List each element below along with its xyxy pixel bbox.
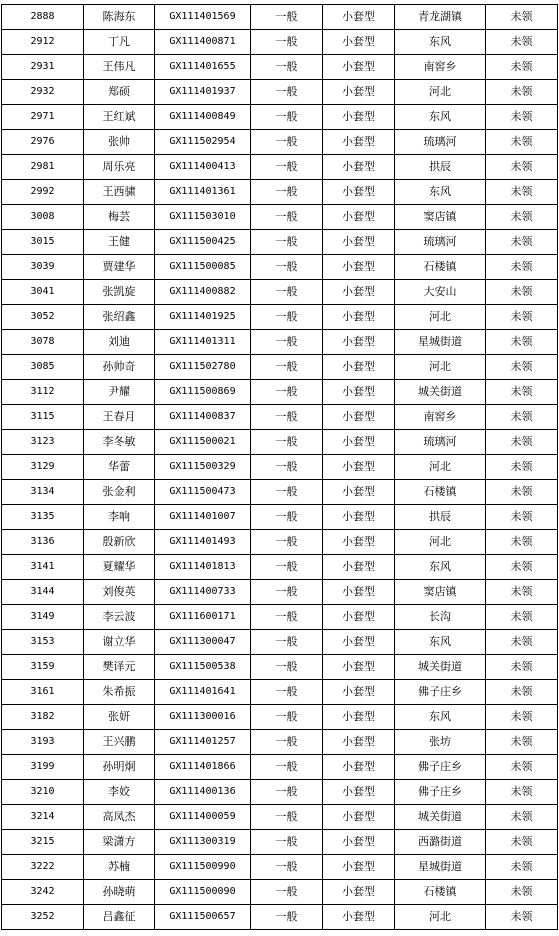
cell-name: 李云波 bbox=[84, 605, 155, 630]
cell-housing-type: 小套型 bbox=[323, 55, 395, 80]
cell-name: 张妍 bbox=[84, 705, 155, 730]
cell-id: 2932 bbox=[2, 80, 84, 105]
table-row bbox=[2, 5, 558, 30]
table-row bbox=[2, 855, 558, 880]
cell-level: 一般 bbox=[251, 880, 323, 905]
cell-status: 未领 bbox=[486, 680, 558, 705]
cell-status: 未领 bbox=[486, 480, 558, 505]
table-row bbox=[2, 280, 558, 305]
cell-level: 一般 bbox=[251, 905, 323, 930]
cell-id: 3129 bbox=[2, 455, 84, 480]
cell-code: GX111401257 bbox=[155, 730, 251, 755]
cell-area: 西潞街道 bbox=[395, 830, 486, 855]
cell-area: 河北 bbox=[395, 905, 486, 930]
cell-code: GX111502780 bbox=[155, 355, 251, 380]
cell-housing-type: 小套型 bbox=[323, 630, 395, 655]
cell-housing-type: 小套型 bbox=[323, 255, 395, 280]
table-row bbox=[2, 130, 558, 155]
cell-id: 3115 bbox=[2, 405, 84, 430]
cell-housing-type: 小套型 bbox=[323, 880, 395, 905]
table-row bbox=[2, 430, 558, 455]
cell-housing-type: 小套型 bbox=[323, 155, 395, 180]
cell-level: 一般 bbox=[251, 430, 323, 455]
cell-name: 李姣 bbox=[84, 780, 155, 805]
cell-housing-type: 小套型 bbox=[323, 855, 395, 880]
cell-area: 长沟 bbox=[395, 605, 486, 630]
cell-level: 一般 bbox=[251, 655, 323, 680]
table-row bbox=[2, 380, 558, 405]
cell-area: 河北 bbox=[395, 455, 486, 480]
cell-name: 张凯旋 bbox=[84, 280, 155, 305]
cell-status: 未领 bbox=[486, 730, 558, 755]
cell-level: 一般 bbox=[251, 780, 323, 805]
cell-name: 张帅 bbox=[84, 130, 155, 155]
cell-housing-type: 小套型 bbox=[323, 105, 395, 130]
cell-level: 一般 bbox=[251, 630, 323, 655]
cell-name: 朱希振 bbox=[84, 680, 155, 705]
cell-level: 一般 bbox=[251, 480, 323, 505]
cell-area: 星城街道 bbox=[395, 330, 486, 355]
cell-code: GX111500657 bbox=[155, 905, 251, 930]
cell-status: 未领 bbox=[486, 180, 558, 205]
cell-name: 殷新欣 bbox=[84, 530, 155, 555]
cell-housing-type: 小套型 bbox=[323, 230, 395, 255]
cell-status: 未领 bbox=[486, 130, 558, 155]
cell-housing-type: 小套型 bbox=[323, 180, 395, 205]
cell-status: 未领 bbox=[486, 805, 558, 830]
cell-code: GX111401655 bbox=[155, 55, 251, 80]
cell-code: GX111401866 bbox=[155, 755, 251, 780]
cell-area: 石楼镇 bbox=[395, 255, 486, 280]
cell-level: 一般 bbox=[251, 205, 323, 230]
cell-area: 城关街道 bbox=[395, 655, 486, 680]
table-row bbox=[2, 655, 558, 680]
cell-area: 南窖乡 bbox=[395, 55, 486, 80]
table-row bbox=[2, 830, 558, 855]
cell-housing-type: 小套型 bbox=[323, 355, 395, 380]
cell-code: GX111300016 bbox=[155, 705, 251, 730]
cell-level: 一般 bbox=[251, 405, 323, 430]
cell-name: 王春月 bbox=[84, 405, 155, 430]
table-row bbox=[2, 880, 558, 905]
cell-code: GX111300319 bbox=[155, 830, 251, 855]
cell-id: 3153 bbox=[2, 630, 84, 655]
cell-code: GX111401569 bbox=[155, 5, 251, 30]
cell-area: 星城街道 bbox=[395, 855, 486, 880]
cell-code: GX111600171 bbox=[155, 605, 251, 630]
cell-id: 3149 bbox=[2, 605, 84, 630]
cell-id: 3039 bbox=[2, 255, 84, 280]
cell-name: 孙晓萌 bbox=[84, 880, 155, 905]
cell-housing-type: 小套型 bbox=[323, 305, 395, 330]
cell-status: 未领 bbox=[486, 205, 558, 230]
cell-code: GX111400837 bbox=[155, 405, 251, 430]
cell-name: 刘迪 bbox=[84, 330, 155, 355]
cell-area: 河北 bbox=[395, 355, 486, 380]
cell-name: 李响 bbox=[84, 505, 155, 530]
cell-id: 3252 bbox=[2, 905, 84, 930]
cell-housing-type: 小套型 bbox=[323, 805, 395, 830]
table-body bbox=[2, 5, 558, 930]
cell-code: GX111400733 bbox=[155, 580, 251, 605]
cell-level: 一般 bbox=[251, 730, 323, 755]
cell-area: 琉璃河 bbox=[395, 230, 486, 255]
cell-housing-type: 小套型 bbox=[323, 405, 395, 430]
cell-level: 一般 bbox=[251, 5, 323, 30]
cell-level: 一般 bbox=[251, 855, 323, 880]
cell-code: GX111400849 bbox=[155, 105, 251, 130]
cell-id: 3134 bbox=[2, 480, 84, 505]
cell-housing-type: 小套型 bbox=[323, 530, 395, 555]
cell-status: 未领 bbox=[486, 355, 558, 380]
table-row bbox=[2, 805, 558, 830]
table-row bbox=[2, 580, 558, 605]
cell-status: 未领 bbox=[486, 80, 558, 105]
cell-area: 东风 bbox=[395, 180, 486, 205]
table-row bbox=[2, 605, 558, 630]
table-row bbox=[2, 30, 558, 55]
cell-level: 一般 bbox=[251, 180, 323, 205]
cell-code: GX111400059 bbox=[155, 805, 251, 830]
cell-code: GX111401007 bbox=[155, 505, 251, 530]
cell-name: 张绍鑫 bbox=[84, 305, 155, 330]
cell-level: 一般 bbox=[251, 530, 323, 555]
cell-status: 未领 bbox=[486, 705, 558, 730]
cell-id: 2912 bbox=[2, 30, 84, 55]
cell-code: GX111401361 bbox=[155, 180, 251, 205]
cell-id: 3141 bbox=[2, 555, 84, 580]
cell-area: 东风 bbox=[395, 555, 486, 580]
cell-level: 一般 bbox=[251, 280, 323, 305]
cell-id: 2981 bbox=[2, 155, 84, 180]
cell-status: 未领 bbox=[486, 430, 558, 455]
cell-level: 一般 bbox=[251, 755, 323, 780]
cell-id: 2971 bbox=[2, 105, 84, 130]
cell-status: 未领 bbox=[486, 30, 558, 55]
cell-code: GX111500085 bbox=[155, 255, 251, 280]
cell-id: 2992 bbox=[2, 180, 84, 205]
cell-id: 3135 bbox=[2, 505, 84, 530]
cell-id: 3052 bbox=[2, 305, 84, 330]
cell-level: 一般 bbox=[251, 705, 323, 730]
cell-code: GX111401937 bbox=[155, 80, 251, 105]
cell-status: 未领 bbox=[486, 905, 558, 930]
cell-housing-type: 小套型 bbox=[323, 580, 395, 605]
table-row bbox=[2, 680, 558, 705]
cell-status: 未领 bbox=[486, 555, 558, 580]
cell-area: 窦店镇 bbox=[395, 580, 486, 605]
cell-name: 郑硕 bbox=[84, 80, 155, 105]
cell-area: 琉璃河 bbox=[395, 430, 486, 455]
cell-level: 一般 bbox=[251, 555, 323, 580]
cell-name: 刘俊英 bbox=[84, 580, 155, 605]
table-row bbox=[2, 780, 558, 805]
cell-level: 一般 bbox=[251, 605, 323, 630]
table-row bbox=[2, 305, 558, 330]
cell-area: 窦店镇 bbox=[395, 205, 486, 230]
cell-area: 拱辰 bbox=[395, 505, 486, 530]
cell-housing-type: 小套型 bbox=[323, 130, 395, 155]
cell-status: 未领 bbox=[486, 230, 558, 255]
cell-area: 东风 bbox=[395, 705, 486, 730]
cell-housing-type: 小套型 bbox=[323, 605, 395, 630]
table-row bbox=[2, 55, 558, 80]
cell-id: 2976 bbox=[2, 130, 84, 155]
cell-code: GX111500990 bbox=[155, 855, 251, 880]
cell-id: 2931 bbox=[2, 55, 84, 80]
cell-code: GX111500473 bbox=[155, 480, 251, 505]
cell-status: 未领 bbox=[486, 105, 558, 130]
cell-area: 拱辰 bbox=[395, 155, 486, 180]
cell-level: 一般 bbox=[251, 155, 323, 180]
cell-id: 3123 bbox=[2, 430, 84, 455]
cell-housing-type: 小套型 bbox=[323, 80, 395, 105]
cell-level: 一般 bbox=[251, 55, 323, 80]
cell-id: 3193 bbox=[2, 730, 84, 755]
cell-code: GX111503010 bbox=[155, 205, 251, 230]
cell-level: 一般 bbox=[251, 230, 323, 255]
cell-level: 一般 bbox=[251, 305, 323, 330]
cell-status: 未领 bbox=[486, 830, 558, 855]
cell-status: 未领 bbox=[486, 330, 558, 355]
cell-name: 梁潇方 bbox=[84, 830, 155, 855]
cell-name: 樊译元 bbox=[84, 655, 155, 680]
cell-id: 3242 bbox=[2, 880, 84, 905]
cell-code: GX111401311 bbox=[155, 330, 251, 355]
cell-housing-type: 小套型 bbox=[323, 30, 395, 55]
cell-name: 苏楠 bbox=[84, 855, 155, 880]
cell-area: 河北 bbox=[395, 80, 486, 105]
cell-name: 贾建华 bbox=[84, 255, 155, 280]
cell-level: 一般 bbox=[251, 80, 323, 105]
cell-id: 3222 bbox=[2, 855, 84, 880]
cell-housing-type: 小套型 bbox=[323, 505, 395, 530]
cell-status: 未领 bbox=[486, 530, 558, 555]
cell-housing-type: 小套型 bbox=[323, 430, 395, 455]
cell-code: GX111300047 bbox=[155, 630, 251, 655]
table-row bbox=[2, 230, 558, 255]
cell-housing-type: 小套型 bbox=[323, 905, 395, 930]
cell-level: 一般 bbox=[251, 505, 323, 530]
cell-code: GX111500869 bbox=[155, 380, 251, 405]
cell-code: GX111401641 bbox=[155, 680, 251, 705]
cell-area: 东风 bbox=[395, 30, 486, 55]
cell-area: 东风 bbox=[395, 105, 486, 130]
cell-housing-type: 小套型 bbox=[323, 330, 395, 355]
cell-housing-type: 小套型 bbox=[323, 380, 395, 405]
cell-level: 一般 bbox=[251, 455, 323, 480]
cell-id: 3214 bbox=[2, 805, 84, 830]
cell-id: 3078 bbox=[2, 330, 84, 355]
cell-name: 孙明炯 bbox=[84, 755, 155, 780]
table-row bbox=[2, 455, 558, 480]
cell-name: 吕鑫征 bbox=[84, 905, 155, 930]
cell-code: GX111500329 bbox=[155, 455, 251, 480]
cell-level: 一般 bbox=[251, 255, 323, 280]
cell-housing-type: 小套型 bbox=[323, 480, 395, 505]
cell-code: GX111401813 bbox=[155, 555, 251, 580]
cell-name: 王西骕 bbox=[84, 180, 155, 205]
table-row bbox=[2, 530, 558, 555]
cell-housing-type: 小套型 bbox=[323, 755, 395, 780]
cell-name: 王伟凡 bbox=[84, 55, 155, 80]
cell-id: 3159 bbox=[2, 655, 84, 680]
table-row bbox=[2, 330, 558, 355]
cell-id: 3041 bbox=[2, 280, 84, 305]
cell-housing-type: 小套型 bbox=[323, 455, 395, 480]
table-row bbox=[2, 155, 558, 180]
cell-level: 一般 bbox=[251, 105, 323, 130]
cell-name: 王红斌 bbox=[84, 105, 155, 130]
cell-id: 3136 bbox=[2, 530, 84, 555]
cell-code: GX111500538 bbox=[155, 655, 251, 680]
cell-name: 周乐亮 bbox=[84, 155, 155, 180]
table-row bbox=[2, 405, 558, 430]
cell-id: 3015 bbox=[2, 230, 84, 255]
table-row bbox=[2, 505, 558, 530]
cell-name: 张金利 bbox=[84, 480, 155, 505]
cell-level: 一般 bbox=[251, 130, 323, 155]
cell-level: 一般 bbox=[251, 355, 323, 380]
cell-code: GX111401925 bbox=[155, 305, 251, 330]
cell-id: 3144 bbox=[2, 580, 84, 605]
cell-area: 东风 bbox=[395, 630, 486, 655]
cell-id: 3210 bbox=[2, 780, 84, 805]
cell-code: GX111500021 bbox=[155, 430, 251, 455]
cell-status: 未领 bbox=[486, 655, 558, 680]
cell-housing-type: 小套型 bbox=[323, 655, 395, 680]
cell-status: 未领 bbox=[486, 630, 558, 655]
cell-name: 孙帅奇 bbox=[84, 355, 155, 380]
cell-id: 2888 bbox=[2, 5, 84, 30]
cell-name: 李冬敏 bbox=[84, 430, 155, 455]
cell-level: 一般 bbox=[251, 380, 323, 405]
cell-code: GX111400136 bbox=[155, 780, 251, 805]
cell-id: 3215 bbox=[2, 830, 84, 855]
cell-status: 未领 bbox=[486, 255, 558, 280]
cell-housing-type: 小套型 bbox=[323, 555, 395, 580]
table-row bbox=[2, 80, 558, 105]
cell-name: 陈海东 bbox=[84, 5, 155, 30]
cell-status: 未领 bbox=[486, 155, 558, 180]
cell-area: 佛子庄乡 bbox=[395, 680, 486, 705]
cell-area: 河北 bbox=[395, 305, 486, 330]
cell-name: 谢立华 bbox=[84, 630, 155, 655]
cell-status: 未领 bbox=[486, 305, 558, 330]
cell-area: 石楼镇 bbox=[395, 480, 486, 505]
cell-area: 张坊 bbox=[395, 730, 486, 755]
cell-area: 青龙湖镇 bbox=[395, 5, 486, 30]
cell-status: 未领 bbox=[486, 580, 558, 605]
cell-status: 未领 bbox=[486, 405, 558, 430]
cell-code: GX111401493 bbox=[155, 530, 251, 555]
cell-status: 未领 bbox=[486, 780, 558, 805]
table-row bbox=[2, 630, 558, 655]
cell-area: 南窖乡 bbox=[395, 405, 486, 430]
cell-id: 3008 bbox=[2, 205, 84, 230]
cell-status: 未领 bbox=[486, 5, 558, 30]
cell-name: 华蕾 bbox=[84, 455, 155, 480]
cell-housing-type: 小套型 bbox=[323, 730, 395, 755]
cell-area: 石楼镇 bbox=[395, 880, 486, 905]
cell-status: 未领 bbox=[486, 505, 558, 530]
cell-status: 未领 bbox=[486, 455, 558, 480]
cell-housing-type: 小套型 bbox=[323, 830, 395, 855]
cell-code: GX111500090 bbox=[155, 880, 251, 905]
cell-status: 未领 bbox=[486, 55, 558, 80]
cell-level: 一般 bbox=[251, 830, 323, 855]
cell-housing-type: 小套型 bbox=[323, 280, 395, 305]
cell-code: GX111400413 bbox=[155, 155, 251, 180]
table-row bbox=[2, 180, 558, 205]
table-row bbox=[2, 105, 558, 130]
cell-status: 未领 bbox=[486, 755, 558, 780]
cell-housing-type: 小套型 bbox=[323, 5, 395, 30]
cell-id: 3112 bbox=[2, 380, 84, 405]
cell-id: 3182 bbox=[2, 705, 84, 730]
cell-name: 丁凡 bbox=[84, 30, 155, 55]
cell-name: 王健 bbox=[84, 230, 155, 255]
table-row bbox=[2, 205, 558, 230]
cell-level: 一般 bbox=[251, 580, 323, 605]
cell-level: 一般 bbox=[251, 30, 323, 55]
cell-code: GX111500425 bbox=[155, 230, 251, 255]
applicant-table bbox=[1, 4, 558, 930]
cell-code: GX111400882 bbox=[155, 280, 251, 305]
cell-housing-type: 小套型 bbox=[323, 680, 395, 705]
table-row bbox=[2, 730, 558, 755]
table-row bbox=[2, 555, 558, 580]
cell-level: 一般 bbox=[251, 805, 323, 830]
cell-status: 未领 bbox=[486, 280, 558, 305]
cell-status: 未领 bbox=[486, 605, 558, 630]
table-row bbox=[2, 755, 558, 780]
table-row bbox=[2, 480, 558, 505]
cell-area: 佛子庄乡 bbox=[395, 780, 486, 805]
cell-area: 城关街道 bbox=[395, 380, 486, 405]
cell-name: 夏耀华 bbox=[84, 555, 155, 580]
cell-status: 未领 bbox=[486, 380, 558, 405]
cell-housing-type: 小套型 bbox=[323, 780, 395, 805]
cell-name: 梅芸 bbox=[84, 205, 155, 230]
cell-level: 一般 bbox=[251, 330, 323, 355]
cell-id: 3085 bbox=[2, 355, 84, 380]
table-row bbox=[2, 255, 558, 280]
cell-name: 王兴鹏 bbox=[84, 730, 155, 755]
cell-level: 一般 bbox=[251, 680, 323, 705]
cell-name: 尹耀 bbox=[84, 380, 155, 405]
cell-area: 佛子庄乡 bbox=[395, 755, 486, 780]
cell-status: 未领 bbox=[486, 855, 558, 880]
cell-area: 大安山 bbox=[395, 280, 486, 305]
cell-status: 未领 bbox=[486, 880, 558, 905]
table-row bbox=[2, 705, 558, 730]
cell-area: 河北 bbox=[395, 530, 486, 555]
cell-name: 高凤杰 bbox=[84, 805, 155, 830]
cell-housing-type: 小套型 bbox=[323, 205, 395, 230]
table-row bbox=[2, 905, 558, 930]
cell-id: 3161 bbox=[2, 680, 84, 705]
cell-area: 琉璃河 bbox=[395, 130, 486, 155]
cell-id: 3199 bbox=[2, 755, 84, 780]
cell-area: 城关街道 bbox=[395, 805, 486, 830]
cell-housing-type: 小套型 bbox=[323, 705, 395, 730]
table-row bbox=[2, 355, 558, 380]
cell-code: GX111400871 bbox=[155, 30, 251, 55]
cell-code: GX111502954 bbox=[155, 130, 251, 155]
